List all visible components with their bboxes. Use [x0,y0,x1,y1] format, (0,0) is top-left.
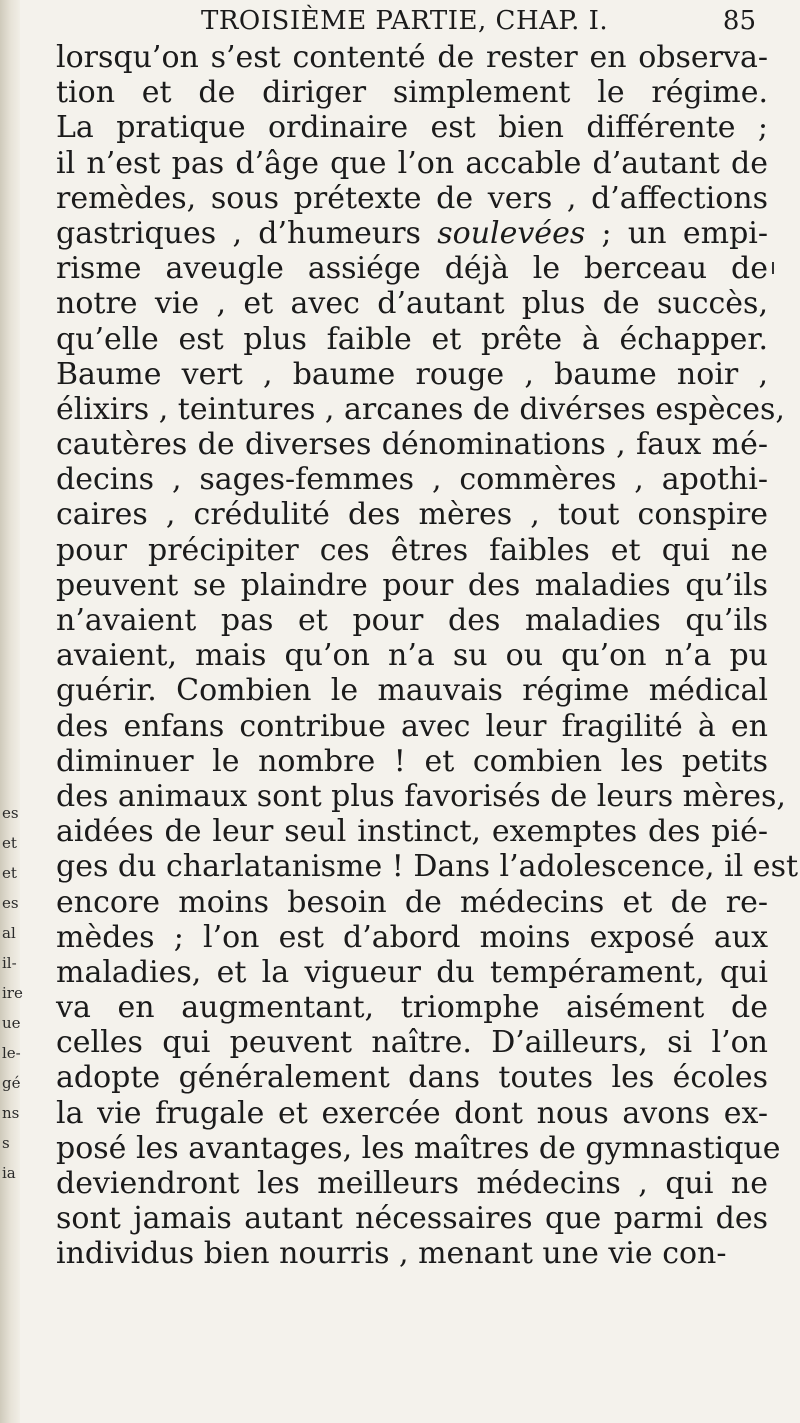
text-line: individus bien nourris , menant une vie con- [56,1236,727,1272]
gutter-fragment: et [2,864,17,882]
text-line: maladies, et la vigueur du tempérament, qui [56,954,768,990]
gutter-fragment: ue [2,1014,21,1032]
text-line: gastriques , d’humeurs soulevées ; un empi- [56,215,769,251]
book-page [56,0,799,1423]
text-line: peuvent se plaindre pour des maladies qu’ils [56,567,768,603]
text-line: la vie frugale et exercée dont nous avons ex- [56,1095,768,1131]
text-line: ges du charlatanisme ! Dans l’adolescence, il est [56,849,799,885]
gutter-fragment: et [2,834,17,852]
running-head [56,2,768,42]
gutter-fragment: es [2,804,19,822]
text-line: La pratique ordinaire est bien différente ; [56,110,768,146]
gutter-fragment: il- [2,954,17,972]
text-line: posé les avantages, les maîtres de gymnastique [56,1130,781,1166]
text-line: des animaux sont plus favorisés de leurs mères, [56,778,786,814]
text-line: élixirs , teintures , arcanes de divérses espèces, [56,391,785,427]
margin-mark [772,262,774,274]
gutter-fragment: ns [2,1104,20,1122]
text-line: va en augmentant, triomphe aisément de [56,990,768,1026]
text-line: remèdes, sous prétexte de vers , d’affections [56,180,768,216]
gutter-fragment: le- [2,1044,21,1062]
gutter-fragment: s [2,1134,10,1152]
text-line: adopte généralement dans toutes les écoles [56,1060,768,1096]
page-gutter [0,0,23,1423]
text-line: aidées de leur seul instinct, exemptes des pié- [56,814,768,850]
running-head-title: TROISIÈME PARTIE, CHAP. I. [201,6,609,36]
text-line: guérir. Combien le mauvais régime médical [56,673,768,709]
gutter-fragment: es [2,894,19,912]
text-line: risme aveugle assiége déjà le berceau de [56,251,768,287]
text-line: n’avaient pas et pour des maladies qu’ils [56,603,768,638]
text-line: qu’elle est plus faible et prête à échapper. [56,321,768,357]
text-line: tion et de diriger simplement le régime. [56,75,768,111]
text-line: lorsqu’on s’est contenté de rester en observa- [56,40,768,75]
text-line: avaient, mais qu’on n’a su ou qu’on n’a pu [56,638,768,674]
text-line: pour précipiter ces êtres faibles et qui ne [56,532,768,568]
text-line: mèdes ; l’on est d’abord moins exposé aux [56,919,768,955]
text-line: deviendront les meilleurs médecins , qui ne [56,1166,768,1201]
gutter-fragment: gé [2,1074,21,1092]
text-line: decins , sages-femmes , commères , apothi- [56,462,768,498]
gutter-fragment: ire [2,984,23,1002]
text-line: il n’est pas d’âge que l’on accable d’autant de [56,145,768,181]
text-line: des enfans contribue avec leur fragilité à en [56,708,768,744]
gutter-fragment: al [2,924,16,942]
italic-phrase: soulevées [437,215,586,251]
text-line: encore moins besoin de médecins et de re- [56,884,768,920]
text-line: cautères de diverses dénominations , faux mé- [56,427,768,463]
text-line: diminuer le nombre ! et combien les petits [56,743,768,779]
text-line: sont jamais autant nécessaires que parmi des [56,1201,768,1237]
text-line: notre vie , et avec d’autant plus de succès, [56,286,768,322]
gutter-fragment: ia [2,1164,16,1182]
text-line: Baume vert , baume rouge , baume noir , [56,356,768,392]
page-number: 85 [722,6,756,36]
text-line: caires , crédulité des mères , tout conspire [56,497,768,533]
text-line: celles qui peuvent naître. D’ailleurs, si l’on [56,1025,768,1061]
body-text [56,40,799,1272]
